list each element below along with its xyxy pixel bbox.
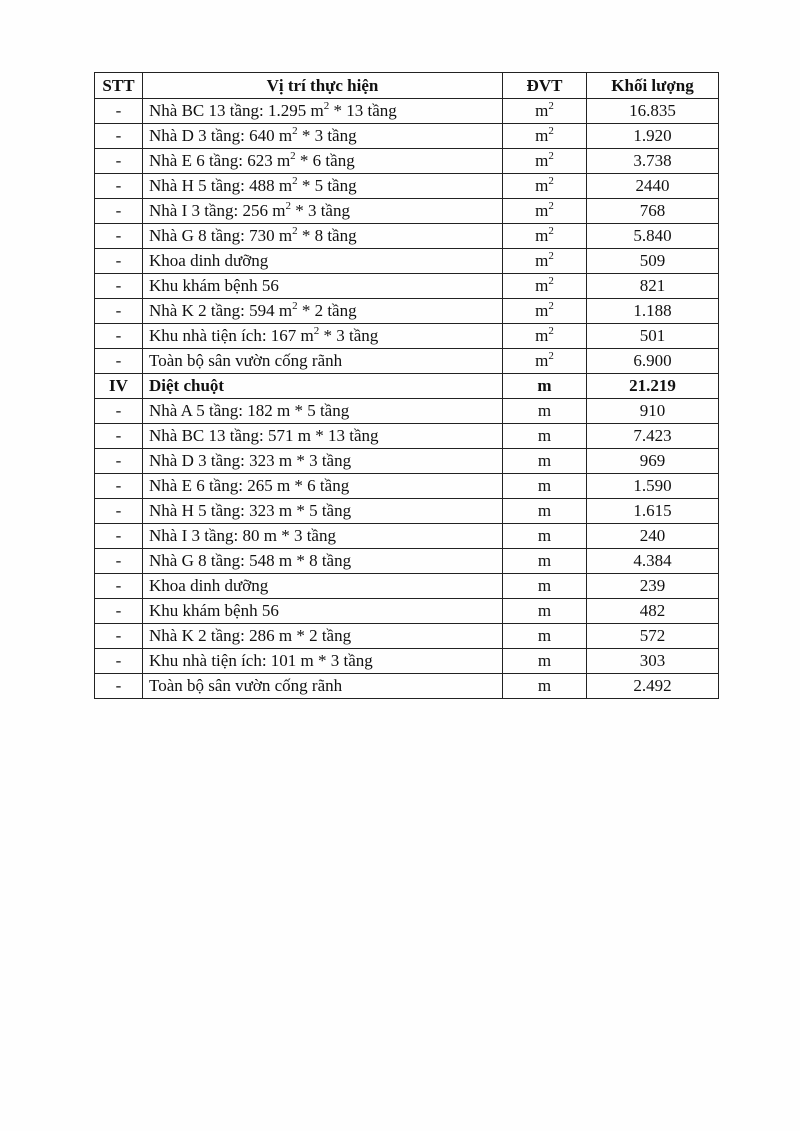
row-stt: - <box>95 449 143 474</box>
table-row <box>95 424 719 449</box>
row-unit: m <box>503 524 587 549</box>
row-stt: - <box>95 99 143 124</box>
row-location: Nhà H 5 tầng: 488 $m^2 * 5$ tầng <box>143 174 503 199</box>
row-quantity: 239 <box>587 574 719 599</box>
row-quantity: 21.219 <box>587 374 719 399</box>
table-row <box>95 249 719 274</box>
row-quantity: 5.840 <box>587 224 719 249</box>
row-stt: - <box>95 399 143 424</box>
row-stt: - <box>95 424 143 449</box>
row-unit: m <box>503 374 587 399</box>
row-location: Nhà E 6 tầng: 265 m * 6 tầng <box>143 474 503 499</box>
table-row <box>95 474 719 499</box>
row-unit: $m^2$ <box>503 99 587 124</box>
row-stt: - <box>95 674 143 699</box>
row-unit: $m^2$ <box>503 124 587 149</box>
row-stt: - <box>95 474 143 499</box>
row-location: Toàn bộ sân vườn cống rãnh <box>143 349 503 374</box>
row-unit: $m^2$ <box>503 274 587 299</box>
table-row <box>95 349 719 374</box>
row-unit: m <box>503 674 587 699</box>
row-stt: - <box>95 124 143 149</box>
row-unit: m <box>503 449 587 474</box>
row-unit: m <box>503 624 587 649</box>
row-unit: m <box>503 574 587 599</box>
row-stt: - <box>95 549 143 574</box>
header-unit: ĐVT <box>503 73 587 99</box>
row-quantity: 1.615 <box>587 499 719 524</box>
row-location: Nhà I 3 tầng: 256 $m^2 * 3$ tầng <box>143 199 503 224</box>
row-quantity: 501 <box>587 324 719 349</box>
row-location: Nhà A 5 tầng: 182 m * 5 tầng <box>143 399 503 424</box>
row-stt: - <box>95 524 143 549</box>
table-row <box>95 299 719 324</box>
row-unit: m <box>503 474 587 499</box>
row-unit: m <box>503 599 587 624</box>
row-quantity: 3.738 <box>587 149 719 174</box>
row-stt: - <box>95 599 143 624</box>
row-location: Khoa dinh dưỡng <box>143 574 503 599</box>
row-quantity: 303 <box>587 649 719 674</box>
table-row <box>95 199 719 224</box>
row-stt: - <box>95 174 143 199</box>
table-row <box>95 224 719 249</box>
row-unit: m <box>503 499 587 524</box>
header-stt: STT <box>95 73 143 99</box>
row-stt: - <box>95 624 143 649</box>
row-quantity: 1.590 <box>587 474 719 499</box>
row-stt: - <box>95 349 143 374</box>
table-row <box>95 574 719 599</box>
table-row <box>95 524 719 549</box>
row-location: Nhà I 3 tầng: 80 m * 3 tầng <box>143 524 503 549</box>
table-row <box>95 624 719 649</box>
row-unit: $m^2$ <box>503 299 587 324</box>
row-stt: - <box>95 149 143 174</box>
table-row <box>95 274 719 299</box>
row-unit: $m^2$ <box>503 224 587 249</box>
row-location: Khoa dinh dưỡng <box>143 249 503 274</box>
row-quantity: 572 <box>587 624 719 649</box>
row-location: Nhà H 5 tầng: 323 m * 5 tầng <box>143 499 503 524</box>
row-quantity: 1.920 <box>587 124 719 149</box>
row-location: Khu khám bệnh 56 <box>143 274 503 299</box>
row-location: Nhà G 8 tầng: 548 m * 8 tầng <box>143 549 503 574</box>
row-quantity: 6.900 <box>587 349 719 374</box>
row-quantity: 1.188 <box>587 299 719 324</box>
row-unit: m <box>503 649 587 674</box>
row-location: Nhà E 6 tầng: 623 $m^2 * 6$ tầng <box>143 149 503 174</box>
table-row <box>95 449 719 474</box>
row-stt: - <box>95 274 143 299</box>
row-unit: $m^2$ <box>503 174 587 199</box>
row-stt: - <box>95 324 143 349</box>
row-location: Toàn bộ sân vườn cống rãnh <box>143 674 503 699</box>
row-stt: - <box>95 224 143 249</box>
row-unit: $m^2$ <box>503 349 587 374</box>
row-quantity: 969 <box>587 449 719 474</box>
row-quantity: 768 <box>587 199 719 224</box>
table-row <box>95 674 719 699</box>
table-row <box>95 174 719 199</box>
row-location: Nhà K 2 tầng: 286 m * 2 tầng <box>143 624 503 649</box>
table-row <box>95 149 719 174</box>
row-stt: - <box>95 499 143 524</box>
table-row <box>95 99 719 124</box>
volume-table <box>94 72 719 699</box>
row-location: Khu nhà tiện ích: 167 $m^2 * 3$ tầng <box>143 324 503 349</box>
table-row <box>95 649 719 674</box>
row-location: Khu khám bệnh 56 <box>143 599 503 624</box>
table-body <box>95 99 719 699</box>
row-stt: - <box>95 299 143 324</box>
row-unit: $m^2$ <box>503 249 587 274</box>
header-quantity: Khối lượng <box>587 73 719 99</box>
row-quantity: 4.384 <box>587 549 719 574</box>
row-stt: - <box>95 574 143 599</box>
row-quantity: 2.492 <box>587 674 719 699</box>
row-location: Nhà BC 13 tầng: 571 m * 13 tầng <box>143 424 503 449</box>
table-row <box>95 549 719 574</box>
row-stt: IV <box>95 374 143 399</box>
row-location: Diệt chuột <box>143 374 503 399</box>
row-unit: $m^2$ <box>503 324 587 349</box>
table-group-row <box>95 374 719 399</box>
row-location: Nhà K 2 tầng: 594 $m^2 * 2$ tầng <box>143 299 503 324</box>
row-quantity: 509 <box>587 249 719 274</box>
row-unit: m <box>503 549 587 574</box>
row-location: Khu nhà tiện ích: 101 m * 3 tầng <box>143 649 503 674</box>
table-row <box>95 599 719 624</box>
table-header-row <box>95 73 719 99</box>
row-location: Nhà BC 13 tầng: 1.295 $m^2 * 13$ tầng <box>143 99 503 124</box>
row-quantity: 2440 <box>587 174 719 199</box>
row-location: Nhà D 3 tầng: 640 $m^2 * 3$ tầng <box>143 124 503 149</box>
row-stt: - <box>95 249 143 274</box>
row-location: Nhà D 3 tầng: 323 m * 3 tầng <box>143 449 503 474</box>
table-row <box>95 324 719 349</box>
table-row <box>95 499 719 524</box>
row-quantity: 482 <box>587 599 719 624</box>
row-quantity: 821 <box>587 274 719 299</box>
row-location: Nhà G 8 tầng: 730 $m^2 * 8$ tầng <box>143 224 503 249</box>
row-unit: m <box>503 399 587 424</box>
header-location: Vị trí thực hiện <box>143 73 503 99</box>
table-row <box>95 399 719 424</box>
row-quantity: 7.423 <box>587 424 719 449</box>
row-stt: - <box>95 199 143 224</box>
table-row <box>95 124 719 149</box>
row-stt: - <box>95 649 143 674</box>
row-quantity: 910 <box>587 399 719 424</box>
row-quantity: 240 <box>587 524 719 549</box>
row-unit: $m^2$ <box>503 149 587 174</box>
row-unit: $m^2$ <box>503 199 587 224</box>
row-unit: m <box>503 424 587 449</box>
row-quantity: 16.835 <box>587 99 719 124</box>
